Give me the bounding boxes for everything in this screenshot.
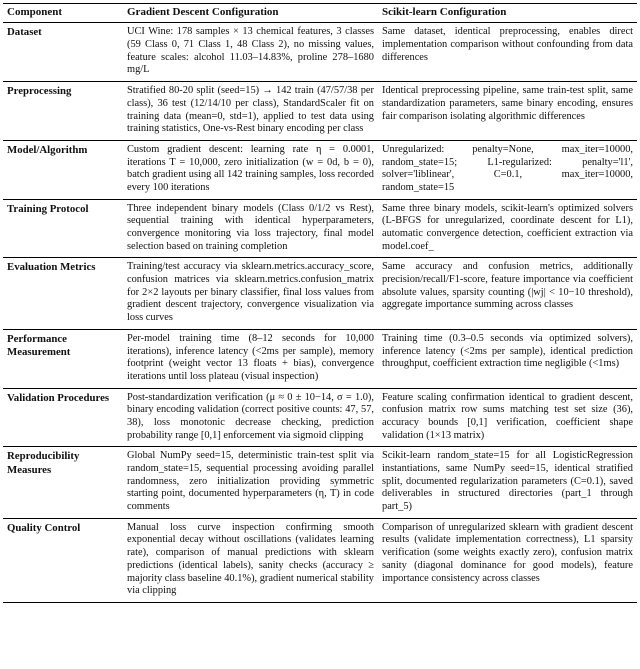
table-row [3, 447, 637, 518]
sk-cell: Same dataset, identical preprocessing, enables direct implementation comparison without confounding from data differences [378, 23, 637, 82]
gd-cell: Global NumPy seed=15, deterministic train-test split via random_state=15, sequential processing avoiding parallel randomness, zero initialization providing symmetric starting point, documented hyperparameters (η, T) in code comments [123, 447, 378, 518]
table-row [3, 140, 637, 199]
sk-cell: Identical preprocessing pipeline, same train-test split, same standardization parameters, same binary encoding, ensures fair comparison isolating algorithmic differences [378, 82, 637, 141]
gd-cell: UCI Wine: 178 samples × 13 chemical features, 3 classes (59 Class 0, 71 Class 1, 48 Class 2), no missing values, feature scales: alcohol 11.03–14.83%, proline 278–1680 mg/L [123, 23, 378, 82]
table-row [3, 258, 637, 329]
component-cell: Preprocessing [3, 82, 123, 141]
header-component: Component [3, 4, 123, 23]
table-row [3, 329, 637, 388]
sk-cell: Comparison of unregularized sklearn with gradient descent results (validate implementation correctness), L1 sparsity verification (some weights exactly zero), confusion matrix sanity (diagonal dominance for good models), feature importance consistency across classes [378, 518, 637, 602]
component-cell: Dataset [3, 23, 123, 82]
gd-cell: Custom gradient descent: learning rate η = 0.0001, iterations T = 10,000, zero initialization (w = 0d, b = 0), batch gradient using all 142 training samples, loss recorded every 100 iterations [123, 140, 378, 199]
table-row [3, 199, 637, 258]
sk-cell: Scikit-learn random_state=15 for all LogisticRegression instantiations, same NumPy seed=15, identical stratified split, documented regularization parameters (C=0.1), saved deliverables in structured directories (part_1 through part_5) [378, 447, 637, 518]
sk-cell: Training time (0.3–0.5 seconds via optimized solvers), inference latency (<2ms per sample), identical prediction throughput, coefficient extraction time negligible (<1ms) [378, 329, 637, 388]
component-cell: Reproducibility Measures [3, 447, 123, 518]
table-row [3, 388, 637, 447]
gd-cell: Manual loss curve inspection confirming smooth exponential decay without oscillations (validates learning rate), comparison of manual predictions with sklearn predictions (identical labels), sanity checks (accuracy ≥ majority class baseline 40.1%), gradient numerical stability via clipping [123, 518, 378, 602]
sk-cell: Unregularized: penalty=None, max_iter=10000, random_state=15; L1-regularized: penalty='l1', solver='liblinear', C=0.1, max_iter=10000, random_state=15 [378, 140, 637, 199]
configuration-table [3, 3, 637, 603]
gd-cell: Post-standardization verification (μ ≈ 0 ± 10−14, σ = 1.0), binary encoding validation (correct positive counts: 47, 57, 38), loss monotonic decrease checking, prediction probability range [0,1] enforcement via sigmoid clipping [123, 388, 378, 447]
component-cell: Validation Procedures [3, 388, 123, 447]
component-cell: Evaluation Metrics [3, 258, 123, 329]
table-row [3, 518, 637, 602]
component-cell: Performance Measurement [3, 329, 123, 388]
sk-cell: Feature scaling confirmation identical to gradient descent, confusion matrix row sums matching test set size (36), accuracy bounds [0,1] verification, coefficient shape validation (1×13 matrix) [378, 388, 637, 447]
header-scikit-learn: Scikit-learn Configuration [378, 4, 637, 23]
table-header-row [3, 4, 637, 23]
gd-cell: Training/test accuracy via sklearn.metrics.accuracy_score, confusion matrices via sklearn.metrics.confusion_matrix for 2×2 layouts per binary classifier, final loss values from gradient descent trajectory, convergence visualization via loss curves [123, 258, 378, 329]
gd-cell: Per-model training time (8–12 seconds for 10,000 iterations), inference latency (<2ms per sample), memory footprint (weight vector 13 floats + bias), convergence iterations until loss plateau (visual inspection) [123, 329, 378, 388]
table-row [3, 23, 637, 82]
header-gradient-descent: Gradient Descent Configuration [123, 4, 378, 23]
sk-cell: Same three binary models, scikit-learn's optimized solvers (L-BFGS for unregularized, coordinate descent for L1), automatic convergence detection, coefficient extraction via model.coef_ [378, 199, 637, 258]
component-cell: Quality Control [3, 518, 123, 602]
component-cell: Training Protocol [3, 199, 123, 258]
gd-cell: Three independent binary models (Class 0/1/2 vs Rest), sequential training with identical hyperparameters, convergence monitoring via loss trajectory, final model selection based on training completion [123, 199, 378, 258]
sk-cell: Same accuracy and confusion metrics, additionally precision/recall/F1-score, feature importance via coefficient absolute values, sparsity counting (|wj| < 10−10 threshold), aggregate importance summing across classes [378, 258, 637, 329]
component-cell: Model/Algorithm [3, 140, 123, 199]
table-row [3, 82, 637, 141]
gd-cell: Stratified 80-20 split (seed=15) → 142 train (47/57/38 per class), 36 test (12/14/10 per class), StandardScaler fit on training data (mean=0, std=1), applied to test data using training statistics, One-vs-Rest binary encoding per class [123, 82, 378, 141]
